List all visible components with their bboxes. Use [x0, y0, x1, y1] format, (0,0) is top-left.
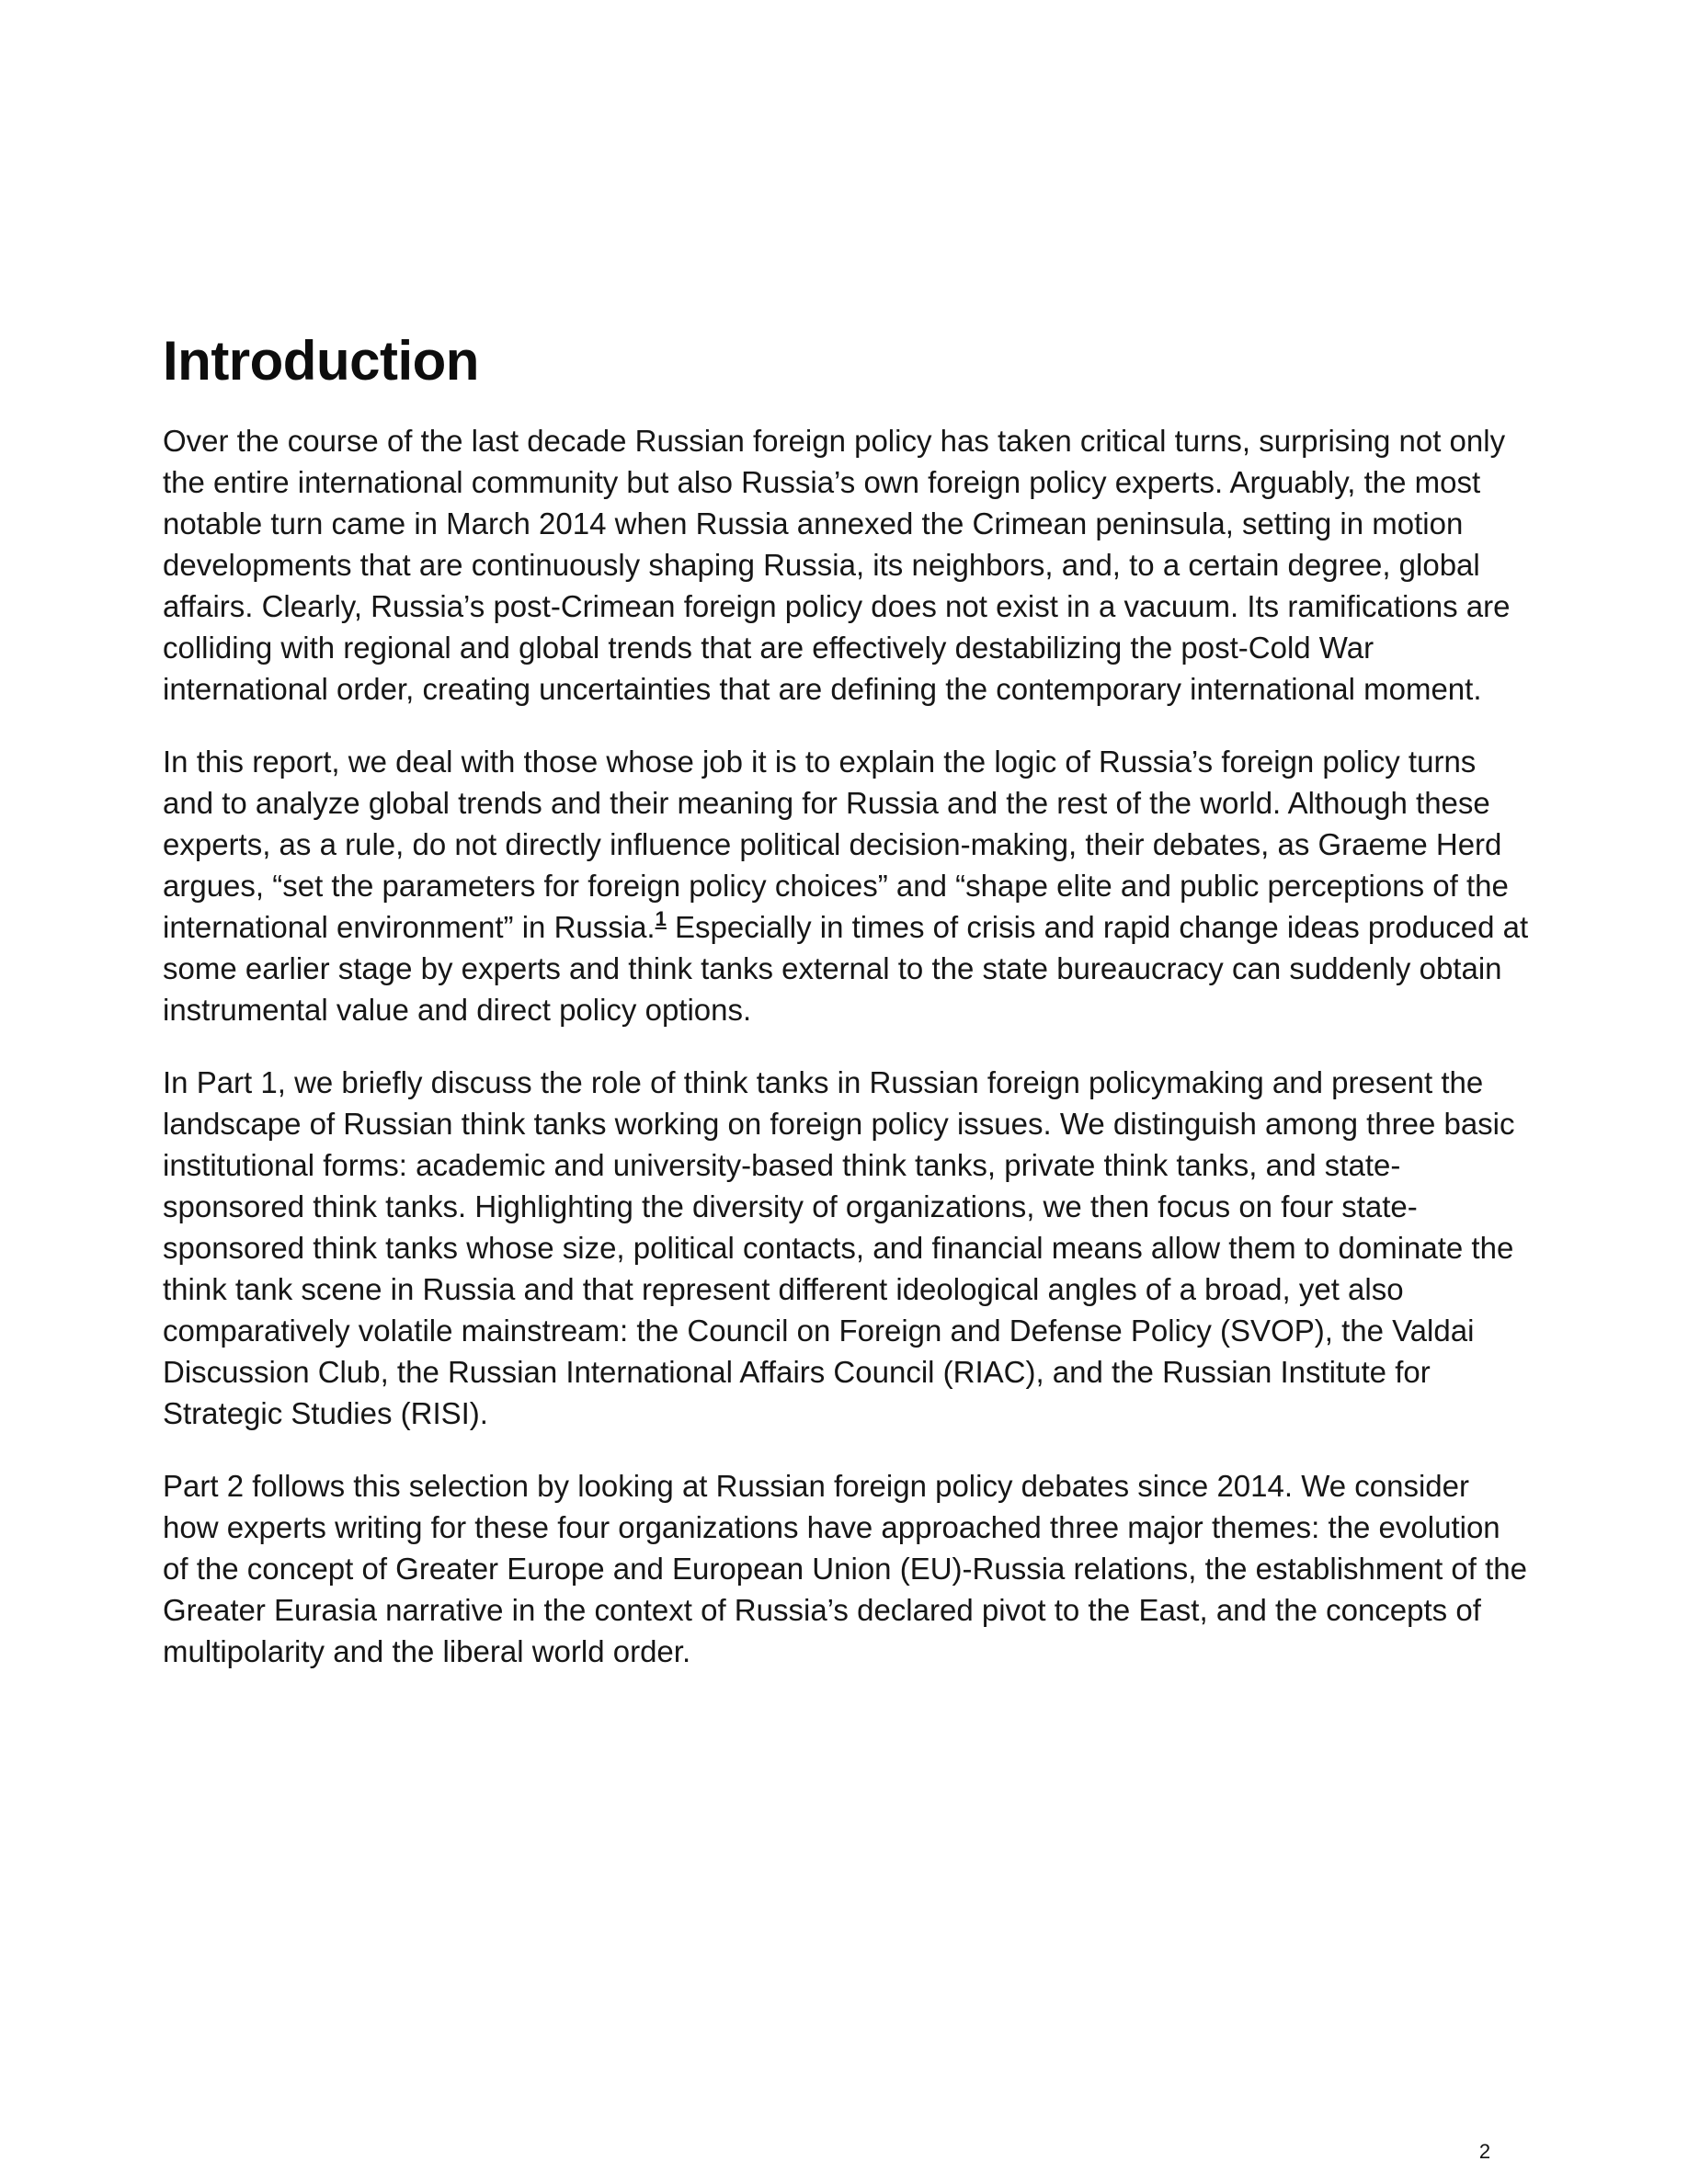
paragraph-2-text-after-footnote: Especially in times of crisis and rapid change ideas produced at some earlier stage by experts and think tanks external to the state bureaucracy can suddenly obtain instrumental value and direct policy options. — [163, 910, 1529, 1027]
paragraph-1: Over the course of the last decade Russian foreign policy has taken critical turns, surprising not only the entire international community but also Russia’s own foreign policy experts. Arguably, the most notable turn came in March 2014 when Russia annexed the Crimean peninsula, setting in motion developments that are continuously shaping Russia, its neighbors, and, to a certain degree, global affairs. Clearly, Russia’s post-Crimean foreign policy does not exist in a vacuum. Its ramifications are colliding with regional and global trends that are effectively destabilizing the post-Cold War international order, creating uncertainties that are defining the contemporary international moment. — [163, 424, 1511, 706]
paragraph-4: Part 2 follows this selection by looking at Russian foreign policy debates since 2014. We consider how experts writing for these four organizations have approached three major themes: the evolution of the concept of Greater Europe and European Union (EU)-Russia relations, the establishment of the Greater Eurasia narrative in the context of Russia’s declared pivot to the East, and the concepts of multipolarity and the liberal world order. — [163, 1469, 1528, 1668]
paragraph-2 — [163, 741, 1533, 1030]
section-heading: Introduction — [163, 330, 479, 392]
footnote-reference-link[interactable]: 1 — [655, 907, 667, 930]
body-text — [163, 420, 1533, 1672]
paragraph-2-text-before-footnote: In this report, we deal with those whose job it is to explain the logic of Russia’s foreign policy turns and to analyze global trends and their meaning for Russia and the rest of the world. Although these experts, as a rule, do not directly influence political decision-making, their debates, as Graeme Herd argues, “set the parameters for foreign policy choices” and “shape elite and public perceptions of the international environment” in Russia. — [163, 745, 1509, 944]
page-content — [163, 324, 1533, 1703]
page-number: 2 — [1478, 2140, 1491, 2163]
paragraph-3: In Part 1, we briefly discuss the role of think tanks in Russian foreign policymaking and present the landscape of Russian think tanks working on foreign policy issues. We distinguish among three basic institutional forms: academic and university-based think tanks, private think tanks, and state-sponsored think tanks. Highlighting the diversity of organizations, we then focus on four state-sponsored think tanks whose size, political contacts, and financial means allow them to dominate the think tank scene in Russia and that represent different ideological angles of a broad, yet also comparatively volatile mainstream: the Council on Foreign and Defense Policy (SVOP), the Valdai Discussion Club, the Russian International Affairs Council (RIAC), and the Russian Institute for Strategic Studies (RISI). — [163, 1065, 1515, 1430]
